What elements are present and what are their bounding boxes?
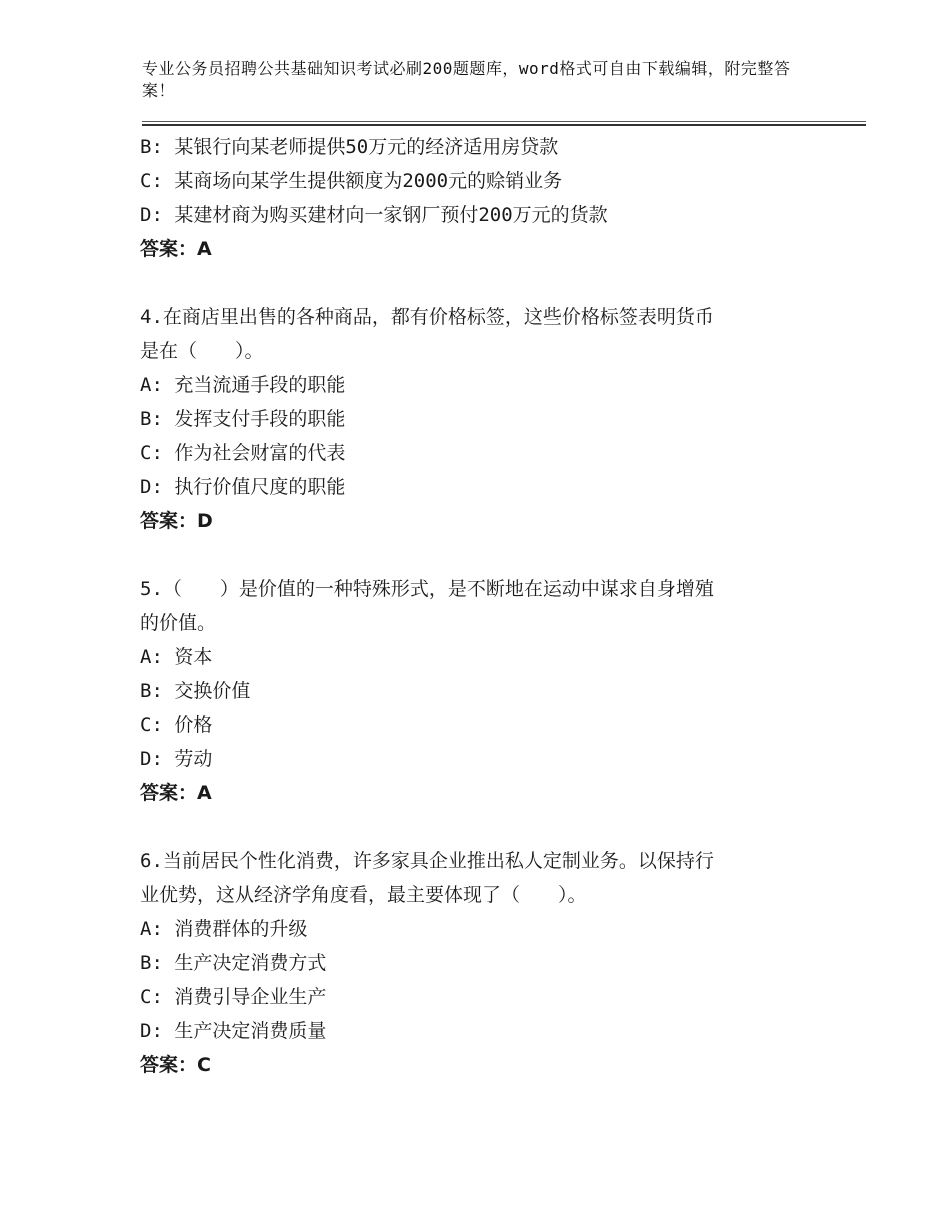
option-c: C: 作为社会财富的代表: [140, 442, 346, 464]
header-divider-thin: [142, 121, 866, 122]
option-b: B: 发挥支付手段的职能: [140, 408, 346, 430]
option-a: A: 充当流通手段的职能: [140, 374, 346, 396]
option-b: B: 生产决定消费方式: [140, 952, 327, 974]
answer-label: 答案：C: [140, 1054, 211, 1076]
option-d: D: 劳动: [140, 748, 213, 770]
question-5: [140, 572, 820, 810]
page-header: 专业公务员招聘公共基础知识考试必刷200题题库，word格式可自由下载编辑，附完整答案！: [142, 59, 791, 100]
spacer: [140, 810, 820, 844]
option-b: B: 某银行向某老师提供50万元的经济适用房贷款: [140, 136, 559, 158]
question-stem-continued: 业优势，这从经济学角度看，最主要体现了（ ）。: [140, 884, 587, 906]
option-b: B: 交换价值: [140, 680, 251, 702]
question-list: [140, 130, 820, 1082]
question-stem: 5.（ ）是价值的一种特殊形式，是不断地在运动中谋求自身增殖: [140, 578, 714, 600]
option-d: D: 某建材商为购买建材向一家钢厂预付200万元的货款: [140, 204, 608, 226]
option-c: C: 价格: [140, 714, 213, 736]
question-stem-continued: 的价值。: [140, 612, 217, 634]
answer-label: 答案：A: [140, 238, 212, 260]
question-3-tail: [140, 130, 820, 266]
option-a: A: 资本: [140, 646, 213, 668]
question-stem: 4.在商店里出售的各种商品，都有价格标签，这些价格标签表明货币: [140, 306, 714, 328]
option-d: D: 执行价值尺度的职能: [140, 476, 346, 498]
question-stem: 6.当前居民个性化消费，许多家具企业推出私人定制业务。以保持行: [140, 850, 714, 872]
header-divider-thick: [142, 124, 866, 126]
option-a: A: 消费群体的升级: [140, 918, 308, 940]
spacer: [140, 266, 820, 300]
option-d: D: 生产决定消费质量: [140, 1020, 327, 1042]
answer-label: 答案：D: [140, 510, 213, 532]
question-6: [140, 844, 820, 1082]
spacer: [140, 538, 820, 572]
question-4: [140, 300, 820, 538]
option-c: C: 消费引导企业生产: [140, 986, 327, 1008]
question-stem-continued: 是在（ ）。: [140, 340, 264, 362]
option-c: C: 某商场向某学生提供额度为2000元的赊销业务: [140, 170, 563, 192]
answer-label: 答案：A: [140, 782, 212, 804]
